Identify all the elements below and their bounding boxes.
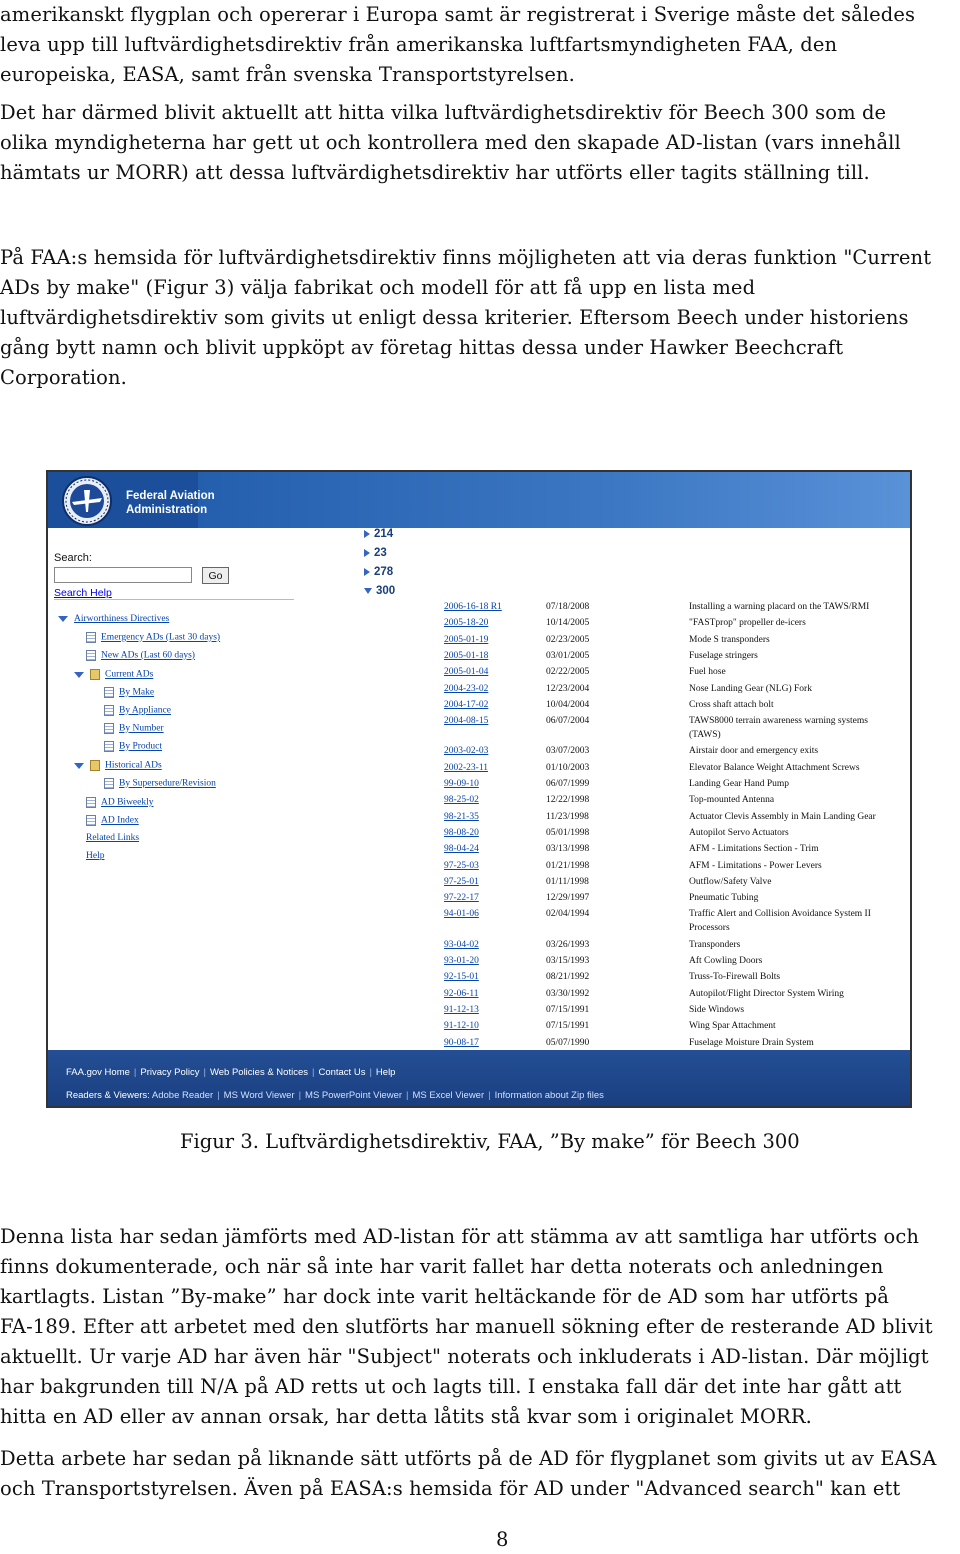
table-row — [48, 956, 910, 972]
ad-subject: Transponders — [689, 939, 741, 950]
ad-number-link[interactable]: 90-08-17 — [444, 1037, 479, 1048]
ad-subject: Landing Gear Hand Pump — [689, 779, 789, 789]
reader-link[interactable]: MS PowerPoint Viewer — [305, 1090, 403, 1101]
footer-separator: | — [298, 1090, 302, 1101]
reader-links — [66, 1090, 604, 1101]
table-row — [48, 861, 910, 877]
ad-number-link[interactable]: 93-01-20 — [444, 956, 479, 966]
nav-tree-link[interactable]: Current ADs — [105, 669, 154, 680]
faa-header — [48, 472, 910, 528]
reader-link[interactable]: MS Word Viewer — [223, 1090, 295, 1101]
text-line: Detta arbete har sedan på liknande sätt utförts på de AD för flygplanet som givits ut av EASA — [0, 1447, 937, 1470]
text-line: amerikanskt flygplan och opererar i Europa samt är registrerat i Sverige måste det således — [0, 3, 916, 26]
ad-subject: Installing a warning placard on the TAWS/RMI — [689, 602, 870, 612]
reader-link[interactable]: MS Excel Viewer — [412, 1090, 485, 1101]
ad-subject: Aft Cowling Doors — [689, 956, 763, 966]
header-band — [198, 472, 910, 528]
ad-date: 12/23/2004 — [546, 683, 590, 694]
ad-date: 02/23/2005 — [546, 634, 590, 645]
text-line: Corporation. — [0, 366, 127, 389]
table-row — [48, 779, 910, 795]
collapsed-arrow-icon[interactable] — [364, 568, 370, 576]
ad-subject: AFM - Limitations - Power Levers — [689, 860, 822, 871]
nav-tree-link[interactable]: Emergency ADs (Last 30 days) — [101, 632, 221, 643]
text-line: leva upp till luftvärdighetsdirektiv från amerikanska luftfartsmyndigheten FAA, den — [0, 33, 838, 56]
footer-link[interactable]: FAA.gov Home — [66, 1067, 130, 1078]
paragraph-4 — [0, 1222, 960, 1432]
footer-separator: | — [203, 1067, 206, 1078]
ad-date: 07/15/1991 — [546, 1021, 590, 1032]
footer-separator: | — [369, 1067, 372, 1078]
nav-tree-link[interactable]: Help — [86, 851, 105, 861]
model-label[interactable]: 300 — [376, 585, 396, 597]
reader-link[interactable]: Information about Zip files — [494, 1090, 604, 1101]
text-line: FA-189. Efter att arbetet med den slutförts har manuell sökning efter de resterande AD blivit — [0, 1315, 933, 1338]
ad-number-link[interactable]: 2002-23-11 — [444, 762, 488, 773]
nav-tree-link[interactable]: AD Biweekly — [101, 797, 154, 808]
table-row — [48, 989, 910, 1005]
ad-subject: Actuator Clevis Assembly in Main Landing Gear — [689, 811, 876, 822]
table-row — [48, 1021, 910, 1037]
table-row — [48, 667, 910, 683]
table-row — [48, 602, 910, 618]
table-row — [48, 684, 910, 700]
text-line: olika myndigheterna har gett ut och kontrollera med den skapade AD-listan (vars innehåll — [0, 131, 901, 154]
table-row — [48, 893, 910, 909]
table-row — [48, 618, 910, 634]
ad-date: 10/14/2005 — [546, 618, 590, 629]
ad-date: 05/07/1990 — [546, 1037, 590, 1048]
model-label[interactable]: 278 — [374, 566, 394, 578]
table-row — [48, 940, 910, 956]
table-row — [48, 909, 910, 934]
ad-date: 10/04/2004 — [546, 699, 590, 710]
ad-number-link[interactable]: 98-25-02 — [444, 795, 479, 806]
ad-number-link[interactable]: 2005-18-20 — [444, 618, 489, 629]
ad-number-link[interactable]: 2004-17-02 — [444, 699, 489, 710]
nav-tree-link[interactable]: By Supersedure/Revision — [119, 778, 216, 789]
table-row — [48, 760, 910, 779]
text-line: aktuellt. Ur varje AD har även här "Subject" noterats och inkluderats i AD-listan. Där möjligt — [0, 1345, 929, 1368]
footer-link[interactable]: Web Policies & Notices — [209, 1067, 308, 1078]
ad-number-link[interactable]: 98-04-24 — [444, 844, 479, 855]
text-line: Det har därmed blivit aktuellt att hitta vilka luftvärdighetsdirektiv för Beech 300 som de — [0, 101, 887, 124]
ad-subject: Processors — [689, 923, 730, 934]
text-line: ADs by make" (Figur 3) välja fabrikat och modell för att få upp en lista med — [0, 276, 756, 299]
ad-number-link[interactable]: 93-04-02 — [444, 939, 479, 950]
model-item[interactable] — [364, 566, 393, 578]
text-line: gång bytt namn och blivit uppköpt av företag hittas dessa under Hawker Beechcraft — [0, 336, 844, 359]
ad-number-link[interactable]: 2004-23-02 — [444, 683, 489, 694]
ad-subject: AFM - Limitations Section - Trim — [689, 844, 819, 855]
ad-number-link[interactable]: 2005-01-19 — [444, 634, 489, 645]
ad-number-link[interactable]: 92-15-01 — [444, 972, 479, 983]
readers-label: Readers & Viewers: — [66, 1090, 152, 1101]
footer-link[interactable]: Privacy Policy — [140, 1067, 200, 1078]
ad-date: 12/29/1997 — [546, 893, 590, 904]
ad-subject: Autopilot Servo Actuators — [689, 827, 789, 838]
ad-date: 03/01/2005 — [546, 650, 590, 661]
ad-number-link[interactable]: 91-12-10 — [444, 1021, 479, 1032]
nav-tree-link[interactable]: Related Links — [86, 833, 140, 843]
ad-date: 03/26/1993 — [546, 939, 590, 950]
ad-date: 02/22/2005 — [546, 667, 590, 678]
ad-subject: Truss-To-Firewall Bolts — [689, 972, 781, 983]
model-label[interactable]: 214 — [374, 528, 394, 540]
ad-subject: Side Windows — [689, 1004, 745, 1015]
divider — [54, 599, 294, 600]
ad-date: 03/07/2003 — [546, 746, 590, 757]
ad-number-link[interactable]: 2005-01-04 — [444, 667, 489, 678]
search-label: Search: — [54, 552, 92, 564]
ad-number-link[interactable]: 2005-01-18 — [444, 650, 489, 661]
ad-date: 07/18/2008 — [546, 602, 590, 612]
ad-subject: Fuselage Moisture Drain System — [689, 1037, 814, 1048]
table-row — [48, 1005, 910, 1021]
ad-date: 06/07/2004 — [546, 716, 590, 727]
table-row — [48, 700, 910, 716]
ad-subject: Nose Landing Gear (NLG) Fork — [689, 683, 812, 694]
search-help-link[interactable]: Search Help — [54, 587, 112, 599]
paragraph-5 — [0, 1444, 960, 1504]
nav-tree-link[interactable]: Historical ADs — [105, 760, 162, 771]
table-row — [48, 828, 910, 844]
text-line: luftvärdighetsdirektiv som givits ut enligt dessa kriterier. Eftersom Beech under historiens — [0, 306, 909, 329]
model-item[interactable] — [364, 547, 387, 559]
paragraph-3 — [0, 243, 960, 393]
ad-subject: Airstair door and emergency exits — [689, 746, 819, 757]
agency-line-2: Administration — [126, 504, 208, 516]
nav-tree-link[interactable]: Airworthiness Directives — [74, 614, 170, 624]
expanded-arrow-icon[interactable] — [364, 588, 372, 594]
search-input[interactable] — [54, 567, 192, 583]
table-row — [48, 795, 910, 811]
ad-subject: Elevator Balance Weight Attachment Screws — [689, 762, 860, 773]
ad-date: 01/10/2003 — [546, 762, 590, 773]
ad-number-link[interactable]: 91-12-13 — [444, 1004, 479, 1015]
text-line: finns dokumenterade, och när så inte har varit fallet har detta noterats och anledningen — [0, 1255, 884, 1278]
ad-date: 01/21/1998 — [546, 860, 590, 871]
ad-number-link[interactable]: 2003-02-03 — [444, 746, 489, 757]
model-item[interactable] — [364, 528, 393, 540]
ad-subject: (TAWS) — [689, 730, 721, 741]
ad-number-link[interactable]: 98-08-20 — [444, 827, 479, 838]
nav-tree-link[interactable]: New ADs (Last 60 days) — [101, 650, 195, 661]
ad-subject: Pneumatic Tubing — [689, 893, 759, 904]
ad-date: 03/30/1992 — [546, 988, 590, 999]
ad-number-link[interactable]: 97-25-03 — [444, 860, 479, 871]
ad-date: 07/15/1991 — [546, 1004, 590, 1015]
nav-tree-link[interactable]: By Make — [119, 687, 155, 698]
nav-tree-link[interactable]: By Number — [119, 723, 164, 734]
table-row — [48, 844, 910, 860]
ad-subject: Traffic Alert and Collision Avoidance System II — [689, 909, 871, 920]
ad-subject: TAWS8000 terrain awareness warning systems — [689, 716, 868, 727]
ad-number-link[interactable]: 92-06-11 — [444, 988, 479, 999]
ad-subject: Outflow/Safety Valve — [689, 876, 772, 887]
ad-subject: Top-mounted Antenna — [689, 795, 775, 806]
paragraph-2 — [0, 98, 960, 188]
ad-subject: Wing Spar Attachment — [689, 1021, 776, 1032]
table-row — [48, 746, 910, 762]
footer-separator: | — [133, 1067, 137, 1078]
table-row — [48, 632, 910, 651]
nav-tree-link[interactable]: By Appliance — [119, 705, 171, 716]
text-line: Denna lista har sedan jämförts med AD-listan för att stämma av att samtliga har utförts och — [0, 1225, 920, 1248]
ad-number-link[interactable]: 98-21-35 — [444, 811, 479, 822]
ad-subject: Fuel hose — [689, 667, 726, 678]
text-line: hämtats ur MORR) att dessa luftvärdighetsdirektiv har utförts eller tagits ställning till. — [0, 161, 870, 184]
ad-date: 11/23/1998 — [546, 811, 589, 822]
paragraph-1 — [0, 0, 960, 90]
ad-number-link[interactable]: 97-25-01 — [444, 876, 479, 887]
faa-screenshot-figure — [46, 470, 912, 1108]
reader-link[interactable]: Adobe Reader — [151, 1090, 214, 1101]
ad-number-link[interactable]: 2006-16-18 R1 — [444, 602, 502, 612]
footer-separator: | — [217, 1090, 220, 1101]
nav-tree-link[interactable]: By Product — [119, 741, 163, 752]
ad-date: 03/15/1993 — [546, 956, 590, 966]
footer-separator: | — [406, 1090, 409, 1101]
collapsed-arrow-icon[interactable] — [364, 549, 370, 557]
text-line: På FAA:s hemsida för luftvärdighetsdirektiv finns möjligheten att via deras funktion "Current — [0, 246, 932, 269]
text-line: hitta en AD eller av annan orsak, har detta låtits stå kvar som i originalet MORR. — [0, 1405, 812, 1428]
ad-date: 02/04/1994 — [546, 909, 590, 920]
ad-subject: Cross shaft attach bolt — [689, 699, 774, 710]
table-row — [48, 716, 910, 741]
collapsed-arrow-icon[interactable] — [364, 530, 370, 538]
footer-link[interactable]: Help — [375, 1067, 396, 1078]
ad-subject: Autopilot/Flight Director System Wiring — [689, 988, 844, 999]
text-line: har bakgrunden till N/A på AD retts ut och lagts till. I enstaka fall där det inte har gått att — [0, 1375, 902, 1398]
page-number: 8 — [496, 1528, 509, 1551]
nav-tree-link[interactable]: AD Index — [101, 815, 139, 826]
footer-separator: | — [311, 1067, 315, 1078]
ad-date: 08/21/1992 — [546, 972, 590, 983]
footer-link[interactable]: Contact Us — [318, 1067, 366, 1078]
ad-subject: "FASTprop" propeller de-icers — [689, 618, 806, 629]
ad-number-link[interactable]: 2004-08-15 — [444, 716, 489, 727]
footer-separator: | — [488, 1090, 491, 1101]
table-row — [48, 972, 910, 988]
text-line: europeiska, EASA, samt från svenska Transportstyrelsen. — [0, 63, 575, 86]
model-label[interactable]: 23 — [374, 547, 387, 559]
ad-number-link[interactable]: 97-22-17 — [444, 893, 479, 904]
ad-date: 01/11/1998 — [546, 876, 589, 887]
go-button[interactable]: Go — [202, 567, 229, 584]
table-row — [48, 812, 910, 828]
ad-subject: Mode S transponders — [689, 634, 770, 645]
table-row — [48, 877, 910, 893]
figure-caption: Figur 3. Luftvärdighetsdirektiv, FAA, ”By make” för Beech 300 — [180, 1130, 800, 1153]
ad-subject: Fuselage stringers — [689, 650, 758, 661]
agency-line-1: Federal Aviation — [126, 490, 215, 502]
ad-date: 12/22/1998 — [546, 795, 590, 806]
model-item[interactable] — [364, 585, 395, 597]
ad-number-link[interactable]: 94-01-06 — [444, 909, 479, 920]
faa-footer — [48, 1050, 910, 1106]
table-row — [48, 651, 910, 667]
text-line: och Transportstyrelsen. Även på EASA:s hemsida för AD under "Advanced search" kan ett — [0, 1477, 901, 1500]
text-line: kartlagts. Listan ”By-make” har dock inte varit heltäckande för de AD som har utförts på — [0, 1285, 889, 1308]
agency-name — [126, 489, 215, 517]
ad-date: 05/01/1998 — [546, 827, 590, 838]
ad-number-link[interactable]: 99-09-10 — [444, 779, 479, 789]
footer-links — [66, 1067, 395, 1078]
faa-seal-icon — [62, 476, 112, 526]
ad-date: 06/07/1999 — [546, 779, 590, 789]
ad-date: 03/13/1998 — [546, 844, 590, 855]
